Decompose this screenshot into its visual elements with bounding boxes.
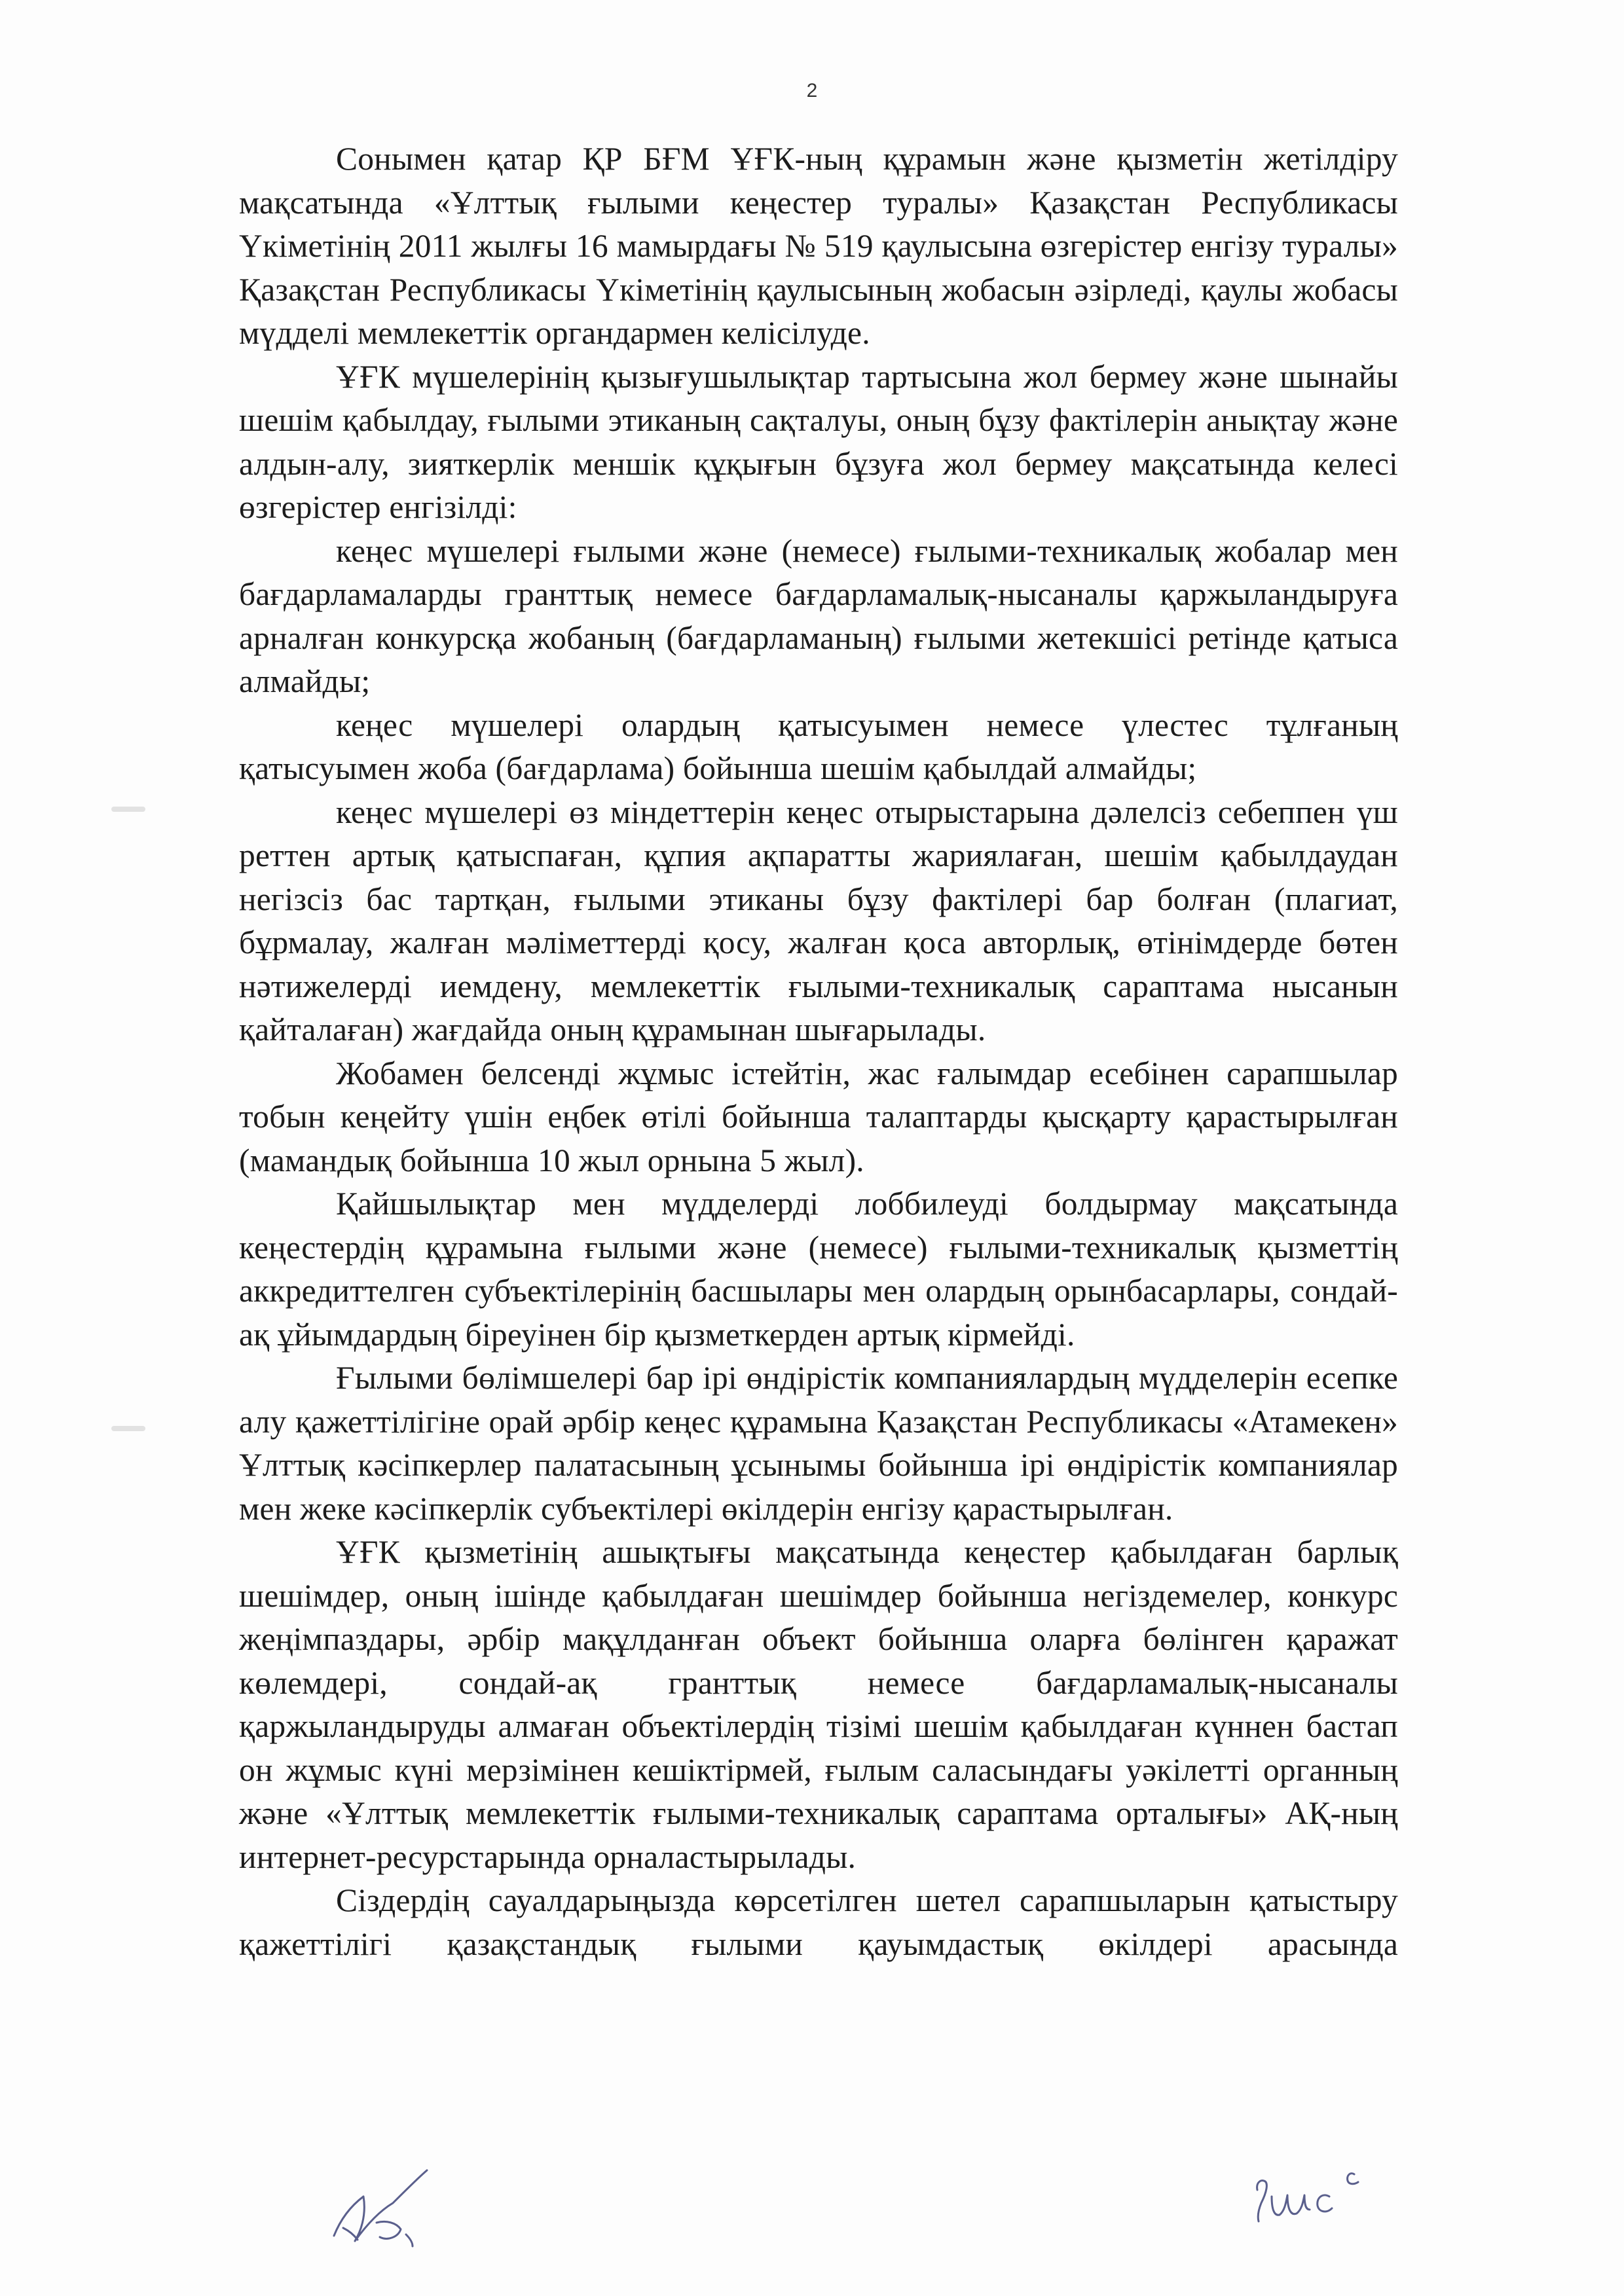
paragraph: Жобамен белсенді жұмыс істейтін, жас ғалымдар есебінен сарапшылар тобын кеңейту үшін еңбек өтілі бойынша талаптарды қысқарту қарастырылған (мамандық бойынша 10 жыл орнына 5 жыл).: [239, 1055, 1398, 1178]
paragraph: Қайшылықтар мен мүдделерді лоббилеуді болдырмау мақсатында кеңестердің құрамына ғылыми және (немесе) ғылыми-техникалық қызметтің аккредиттелген субъектілерінің басшылары мен олардың орынбасарлары, сондай-ақ ұйымдардың біреуінен бір қызметкерден артық кірмейді.: [239, 1186, 1398, 1353]
list-paragraph: кеңес мүшелері ғылыми және (немесе) ғылыми-техникалық жобалар мен бағдарламаларды гранттық немесе бағдарламалық-нысаналы қаржыландыруға арналған конкурсқа жобаның (бағдарламаның) ғылыми жетекшісі ретінде қатыса алмайды;: [239, 532, 1398, 699]
scan-punch-mark: [111, 807, 145, 812]
paragraph: Сонымен қатар ҚР БҒМ ҰҒК-ның құрамын және қызметін жетілдіру мақсатында «Ұлттық ғылыми кеңестер туралы» Қазақстан Республикасы Үкіметінің 2011 жылғы 16 мамырдағы № 519 қаулысына өзгерістер енгізу туралы» Қазақстан Республикасы Үкіметінің қаулысының жобасын әзірледі, қаулы жобасы мүдделі мемлекеттік органдармен келісілуде.: [239, 141, 1398, 351]
list-paragraph: кеңес мүшелері олардың қатысуымен немесе үлестес тұлғаның қатысуымен жоба (бағдарлама) бойынша шешім қабылдай алмайды;: [239, 706, 1398, 786]
paragraph: Ғылыми бөлімшелері бар ірі өндірістік компаниялардың мүдделерін есепке алу қажеттілігіне орай әрбір кеңес құрамына Қазақстан Республикасы «Атамекен» Ұлттық кәсіпкерлер палатасының ұсынымы бойынша ірі өндірістік компаниялар мен жеке кәсіпкерлік субъектілері өкілдерін енгізу қарастырылған.: [239, 1360, 1398, 1527]
right-signature-mark: [1231, 2151, 1401, 2236]
page-number: 2: [806, 80, 818, 101]
scan-punch-mark: [111, 1426, 145, 1431]
paragraph: Сіздердің сауалдарыңызда көрсетілген шетел сарапшыларын қатыстыру қажеттілігі қазақстандық ғылыми қауымдастық өкілдері арасында: [239, 1882, 1398, 1962]
paragraph: ҰҒК мүшелерінің қызығушылықтар тартысына жол бермеу және шынайы шешім қабылдау, ғылыми этиканың сақталуы, оның бұзу фактілерін анықтау және алдын-алу, зияткерлік меншік құқығын бұзуға жол бермеу мақсатында келесі өзгерістер енгізілді:: [239, 358, 1398, 525]
paragraph: ҰҒК қызметінің ашықтығы мақсатында кеңестер қабылдаған барлық шешімдер, оның ішінде қабылдаған шешімдер бойынша негіздемелер, конкурс жеңімпаздары, әрбір мақұлданған объект бойынша оларға бөлінген қаражат көлемдері, сондай-ақ гранттық немесе бағдарламалық-нысаналы қаржыландыруды алмаған объектілердің тізімі шешім қабылдаған күннен бастап он жұмыс күні мерзімінен кешіктірмей, ғылым саласындағы уәкілетті органның және «Ұлттық мемлекеттік ғылыми-техникалық сараптама орталығы» АҚ-ның интернет-ресурстарында орналастырылады.: [239, 1534, 1398, 1875]
document-body: [239, 137, 1398, 1966]
list-paragraph: кеңес мүшелері өз міндеттерін кеңес отырыстарына дәлелсіз себеппен үш реттен артық қатыспаған, құпия ақпаратты жариялаған, шешім қабылдаудан негізсіз бас тартқан, ғылыми этиканы бұзу фактілері бар болған (плагиат, бұрмалау, жалған мәліметтерді қосу, жалған қоса авторлық, өтінімдерде бөтен нәтижелерді иемдену, мемлекеттік ғылыми-техникалық сараптама нысанын қайталаған) жағдайда оның құрамынан шығарылады.: [239, 793, 1398, 1048]
left-signature-mark: [314, 2157, 445, 2255]
